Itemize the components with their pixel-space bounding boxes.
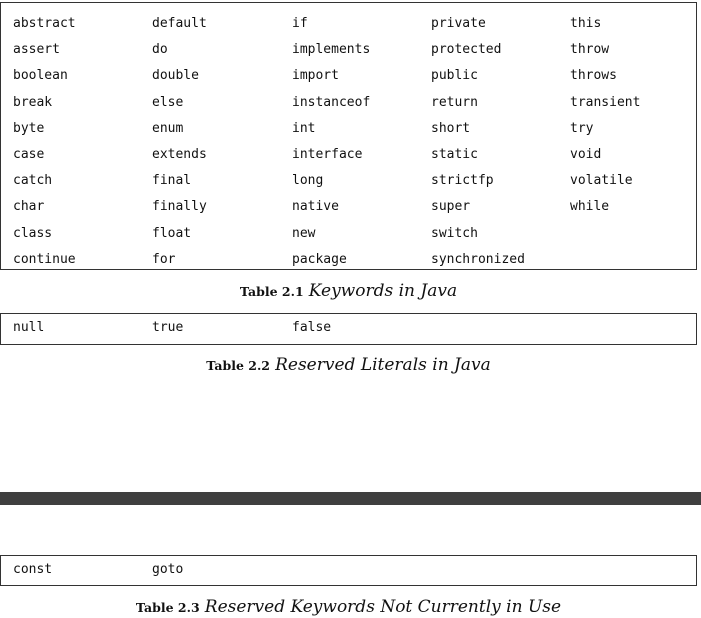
keyword-cell: final	[152, 173, 192, 189]
keywords-column-5	[570, 11, 640, 221]
keyword-cell: short	[431, 120, 471, 136]
keyword-cell: interface	[292, 146, 363, 162]
keyword-cell: float	[152, 225, 192, 241]
keyword-cell: synchronized	[431, 251, 525, 267]
keywords-column-3	[292, 11, 370, 273]
keyword-cell: assert	[13, 42, 60, 58]
page-break-divider	[0, 492, 701, 505]
unused-keyword-cell: const	[13, 562, 53, 577]
keyword-cell: int	[292, 120, 316, 136]
keyword-cell: default	[152, 16, 207, 31]
keyword-cell: boolean	[13, 68, 68, 84]
keyword-cell: break	[13, 94, 53, 110]
literal-cell: null	[13, 320, 45, 335]
keywords-column-4	[431, 11, 525, 273]
keyword-cell: while	[570, 199, 610, 215]
keyword-cell: try	[570, 120, 594, 136]
keyword-cell: catch	[13, 173, 53, 189]
keyword-cell: byte	[13, 120, 45, 136]
keyword-cell: double	[152, 68, 199, 84]
keyword-cell: native	[292, 199, 339, 215]
table-caption-literals	[0, 355, 697, 375]
keywords-column-2	[152, 11, 207, 273]
keyword-cell: abstract	[13, 16, 76, 31]
keyword-cell: extends	[152, 146, 207, 162]
keyword-cell: package	[292, 251, 347, 267]
keyword-cell: implements	[292, 42, 371, 58]
keywords-table	[0, 2, 697, 270]
table-caption-unused	[0, 597, 697, 617]
keyword-cell: volatile	[570, 173, 633, 189]
caption-label: Table 2.2	[206, 358, 270, 373]
keyword-cell: class	[13, 225, 53, 241]
caption-text: Reserved Literals in Java	[275, 355, 491, 375]
keywords-column-1	[13, 11, 76, 273]
keyword-cell: return	[431, 94, 478, 110]
keyword-cell: new	[292, 225, 316, 241]
keyword-cell: this	[570, 16, 602, 31]
caption-label: Table 2.1	[239, 284, 304, 299]
keyword-cell: long	[292, 173, 324, 189]
unused-keywords-table	[0, 555, 697, 586]
keyword-cell: private	[431, 16, 486, 31]
keyword-cell: instanceof	[292, 94, 371, 110]
literal-cell: false	[292, 320, 332, 335]
caption-text: Keywords in Java	[308, 281, 458, 301]
keyword-cell: void	[570, 146, 602, 162]
keyword-cell: public	[431, 68, 478, 84]
keyword-cell: throw	[570, 42, 610, 58]
table-caption-keywords	[0, 281, 697, 301]
keyword-cell: strictfp	[431, 173, 494, 189]
keyword-cell: for	[152, 251, 176, 267]
keyword-cell: finally	[152, 199, 207, 215]
keyword-cell: case	[13, 146, 45, 162]
keyword-cell: import	[292, 68, 339, 84]
keyword-cell: transient	[570, 94, 641, 110]
keyword-cell: throws	[570, 68, 617, 84]
keyword-cell: enum	[152, 120, 184, 136]
keyword-cell: protected	[431, 42, 502, 58]
keyword-cell: char	[13, 199, 45, 215]
keyword-cell: else	[152, 94, 184, 110]
caption-label: Table 2.3	[135, 600, 200, 615]
caption-text: Reserved Keywords Not Currently in Use	[204, 597, 562, 617]
keyword-cell: do	[152, 42, 168, 58]
reserved-literals-table	[0, 313, 697, 345]
literal-cell: true	[152, 320, 184, 335]
keyword-cell: continue	[13, 251, 76, 267]
keyword-cell: super	[431, 199, 471, 215]
keyword-cell: switch	[431, 225, 478, 241]
keyword-cell: static	[431, 146, 478, 162]
unused-keyword-cell: goto	[152, 562, 184, 577]
keyword-cell: if	[292, 16, 308, 31]
